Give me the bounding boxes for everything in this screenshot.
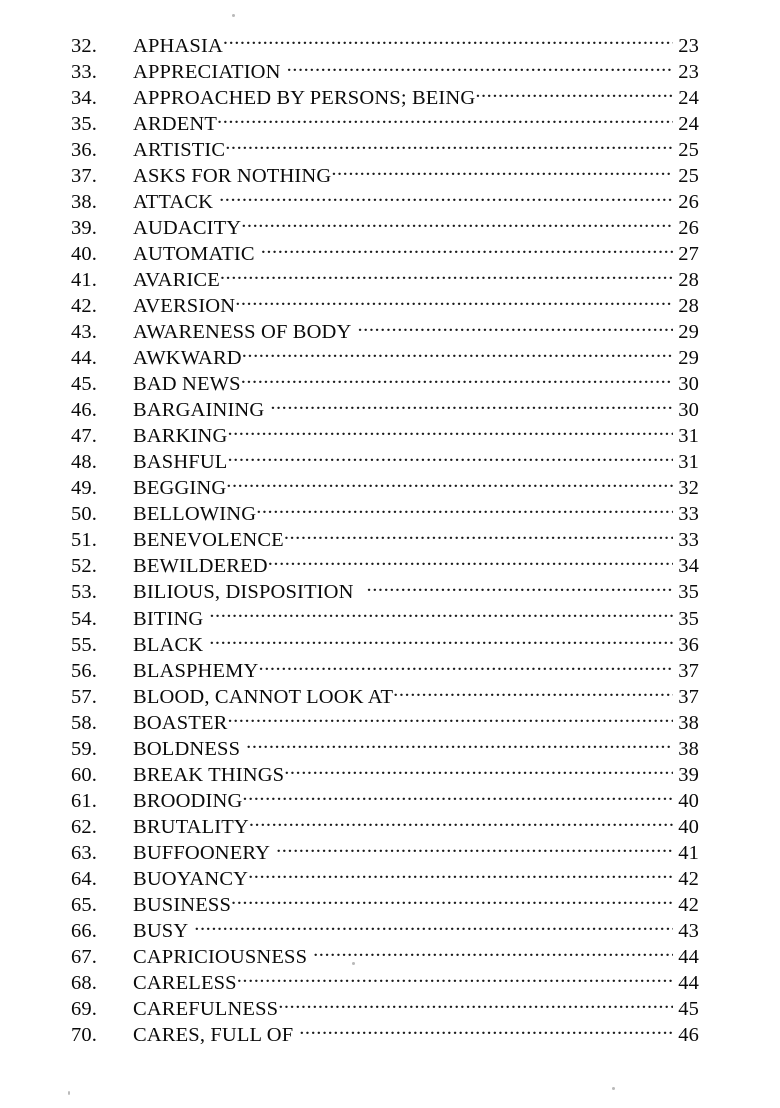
toc-entry-page-number: 24 [678,86,699,109]
toc-entry-page-number: 35 [678,581,699,604]
toc-entry-number: 51. [71,529,97,552]
toc-dot-leader [278,995,673,1016]
toc-entry-page-number: 44 [678,946,699,969]
toc-entry-number: 58. [71,711,97,734]
toc-entry-number: 48. [71,451,97,474]
toc-entry-title: BLOOD, CANNOT LOOK AT [133,685,394,708]
toc-entry-title: BILIOUS, DISPOSITION [133,581,354,604]
toc-dot-leader [357,318,673,339]
toc-entry-title: BEGGING [133,477,227,500]
toc-dot-leader [270,396,673,417]
toc-entry-page-number: 40 [678,815,699,838]
toc-entry-title: BARGAINING [133,399,265,422]
toc-dot-leader [227,448,673,469]
toc-entry-page-number: 23 [678,34,699,57]
toc-entry-title: CARES, FULL OF [133,1024,294,1047]
toc-entry-page-number: 45 [678,998,699,1021]
toc-dot-leader [217,109,673,130]
toc-dot-leader [393,682,673,703]
toc-entry[interactable] [71,604,699,630]
toc-entry-page-number: 42 [678,894,699,917]
toc-entry-number: 65. [71,894,97,917]
toc-entry-number: 43. [71,321,97,344]
toc-entry[interactable] [71,213,699,239]
toc-entry-page-number: 26 [678,216,699,239]
toc-dot-leader [246,734,673,755]
toc-entry[interactable] [71,943,699,969]
toc-entry-number: 52. [71,555,97,578]
toc-entry-number: 70. [71,1024,97,1047]
toc-entry-page-number: 30 [678,373,699,396]
toc-entry[interactable] [71,31,699,57]
toc-entry-title: AWARENESS OF BODY [133,321,352,344]
toc-entry-number: 44. [71,347,97,370]
toc-entry-title: ASKS FOR NOTHING [133,164,332,187]
toc-entry[interactable] [71,135,699,161]
toc-dot-leader [194,917,673,938]
toc-entry-page-number: 28 [678,268,699,291]
toc-entry-page-number: 46 [678,1024,699,1047]
table-of-contents-list [71,31,699,1047]
toc-entry-title: ATTACK [133,190,214,213]
toc-entry-number: 60. [71,763,97,786]
toc-entry-number: 35. [71,112,97,135]
toc-entry[interactable] [71,1021,699,1047]
toc-entry-number: 34. [71,86,97,109]
toc-entry[interactable] [71,995,699,1021]
toc-entry-title: AVARICE [133,268,220,291]
toc-entry-title: BEWILDERED [133,555,268,578]
toc-dot-leader [220,265,673,286]
toc-entry-title: BLASPHEMY [133,659,259,682]
toc-entry[interactable] [71,708,699,734]
toc-entry-title: CAREFULNESS [133,998,279,1021]
scan-speck [232,14,235,17]
toc-entry-number: 67. [71,946,97,969]
toc-dot-leader [261,239,673,260]
toc-entry-number: 37. [71,164,97,187]
toc-dot-leader [284,526,673,547]
toc-dot-leader [367,578,673,599]
toc-entry-page-number: 44 [678,972,699,995]
toc-dot-leader [227,708,673,729]
scan-speck [612,1087,615,1090]
toc-dot-leader [225,135,673,156]
toc-dot-leader [299,1021,673,1042]
toc-entry-title: BUSY [133,920,189,943]
toc-entry-page-number: 29 [678,321,699,344]
toc-dot-leader [219,187,673,208]
toc-entry-title: AVERSION [133,294,236,317]
toc-entry-page-number: 42 [678,868,699,890]
toc-entry-title: BLACK [133,633,204,656]
toc-entry-title: CARELESS [133,972,237,995]
toc-entry[interactable] [71,474,699,500]
toc-entry[interactable] [71,682,699,708]
toc-entry-page-number: 33 [678,503,699,526]
toc-entry-number: 45. [71,373,97,396]
toc-entry-number: 39. [71,216,97,239]
toc-entry[interactable] [71,552,699,578]
toc-entry-page-number: 36 [678,633,699,656]
toc-entry-number: 69. [71,998,97,1021]
toc-entry-number: 40. [71,242,97,265]
toc-entry-title: ARDENT [133,112,218,135]
toc-entry-page-number: 40 [678,789,699,812]
toc-entry[interactable] [71,656,699,682]
toc-entry[interactable] [71,239,699,265]
toc-entry[interactable] [71,83,699,109]
toc-entry-title: AWKWARD [133,347,242,370]
toc-entry-number: 36. [71,138,97,161]
toc-entry-title: BOASTER [133,711,228,734]
toc-entry[interactable] [71,422,699,448]
toc-entry-number: 46. [71,399,97,422]
toc-dot-leader [313,943,673,964]
toc-entry-title: BAD NEWS [133,373,241,396]
toc-entry-number: 59. [71,737,97,760]
toc-entry-number: 49. [71,477,97,500]
toc-dot-leader [209,630,673,651]
toc-entry-number: 54. [71,607,97,630]
toc-entry-number: 55. [71,633,97,656]
toc-entry[interactable] [71,760,699,786]
toc-entry-number: 53. [71,581,97,604]
toc-dot-leader [227,422,673,443]
toc-entry-title: BELLOWING [133,503,257,526]
toc-entry-page-number: 35 [678,607,699,630]
toc-entry-title: APHASIA [133,34,223,57]
toc-entry[interactable] [71,865,699,891]
toc-entry-page-number: 30 [678,399,699,422]
toc-entry[interactable] [71,526,699,552]
toc-dot-leader [256,500,673,521]
toc-entry-page-number: 34 [678,555,699,578]
toc-entry-page-number: 26 [678,190,699,213]
scan-speck [352,962,355,965]
toc-entry-title: BROODING [133,789,243,812]
toc-dot-leader [226,474,673,495]
toc-entry-title: AUTOMATIC [133,242,255,265]
toc-entry-number: 61. [71,789,97,812]
toc-entry-page-number: 33 [678,529,699,552]
toc-entry[interactable] [71,161,699,187]
toc-dot-leader [276,838,673,859]
toc-dot-leader [284,760,673,781]
toc-entry-title: BASHFUL [133,451,228,474]
toc-entry[interactable] [71,917,699,943]
toc-dot-leader [231,891,673,912]
toc-entry-title: BENEVOLENCE [133,529,284,552]
toc-entry-title: BRUTALITY [133,815,249,838]
toc-dot-leader [248,865,673,886]
toc-entry[interactable] [71,57,699,83]
toc-entry-page-number: 29 [678,347,699,370]
toc-entry[interactable] [71,969,699,995]
toc-entry-page-number: 24 [678,112,699,135]
toc-entry[interactable] [71,265,699,291]
toc-entry[interactable] [71,187,699,213]
toc-entry-page-number: 25 [678,138,699,161]
toc-entry[interactable] [71,734,699,760]
toc-entry-number: 57. [71,685,97,708]
toc-dot-leader [268,552,673,573]
scan-speck [68,1091,70,1095]
toc-entry-page-number: 23 [678,60,699,83]
toc-entry-number: 64. [71,868,97,890]
toc-entry-number: 42. [71,294,97,317]
toc-entry-page-number: 38 [678,711,699,734]
toc-entry-number: 62. [71,815,97,838]
toc-entry-page-number: 37 [678,685,699,708]
toc-entry-title: ARTISTIC [133,138,226,161]
toc-dot-leader [235,291,673,312]
toc-entry-title: APPRECIATION [133,60,281,83]
toc-entry-title: BITING [133,607,204,630]
toc-entry[interactable] [71,630,699,656]
toc-entry-title: BARKING [133,425,228,448]
toc-entry-page-number: 28 [678,294,699,317]
toc-dot-leader [242,344,673,365]
toc-dot-leader [223,31,673,52]
toc-entry-page-number: 43 [678,920,699,943]
toc-dot-leader [241,370,673,391]
toc-entry-title: CAPRICIOUSNESS [133,946,308,969]
toc-entry-number: 33. [71,60,97,83]
toc-entry-title: BOLDNESS [133,737,241,760]
toc-dot-leader [287,57,673,78]
toc-entry[interactable] [71,370,699,396]
toc-entry-title: AUDACITY [133,216,242,239]
toc-entry-title: APPROACHED BY PERSONS; BEING [133,86,476,109]
toc-entry[interactable] [71,578,699,604]
toc-dot-leader [249,812,673,833]
toc-entry-number: 47. [71,425,97,448]
toc-dot-leader [331,161,673,182]
toc-entry-page-number: 39 [678,763,699,786]
toc-entry[interactable] [71,891,699,917]
toc-entry-page-number: 38 [678,737,699,760]
toc-entry-page-number: 31 [678,451,699,474]
toc-entry[interactable] [71,786,699,812]
toc-entry-page-number: 37 [678,659,699,682]
toc-entry-page-number: 27 [678,242,699,265]
toc-dot-leader [209,604,673,625]
toc-entry-number: 68. [71,972,97,995]
toc-dot-leader [475,83,673,104]
toc-entry[interactable] [71,448,699,474]
toc-entry-number: 38. [71,190,97,213]
toc-entry-title: BUFFOONERY [133,841,271,864]
toc-dot-leader [237,969,673,990]
toc-entry-number: 32. [71,34,97,57]
toc-entry-page-number: 31 [678,425,699,448]
toc-dot-leader [241,213,673,234]
toc-entry-number: 63. [71,841,97,864]
toc-entry-page-number: 25 [678,164,699,187]
toc-entry[interactable] [71,812,699,838]
toc-entry-number: 66. [71,920,97,943]
toc-entry[interactable] [71,291,699,317]
toc-entry-page-number: 32 [678,477,699,500]
toc-entry-number: 50. [71,503,97,526]
toc-entry-number: 41. [71,268,97,291]
toc-entry[interactable] [71,344,699,370]
toc-entry[interactable] [71,109,699,135]
toc-entry-page-number: 41 [678,841,699,864]
toc-dot-leader [242,786,673,807]
toc-entry-title: BUSINESS [133,894,232,917]
toc-entry-title: BREAK THINGS [133,763,285,786]
toc-entry[interactable] [71,396,699,422]
toc-dot-leader [259,656,673,677]
toc-entry[interactable] [71,318,699,344]
toc-entry-number: 56. [71,659,97,682]
toc-entry-title: BUOYANCY [133,868,249,890]
toc-entry[interactable] [71,838,699,864]
toc-entry[interactable] [71,500,699,526]
